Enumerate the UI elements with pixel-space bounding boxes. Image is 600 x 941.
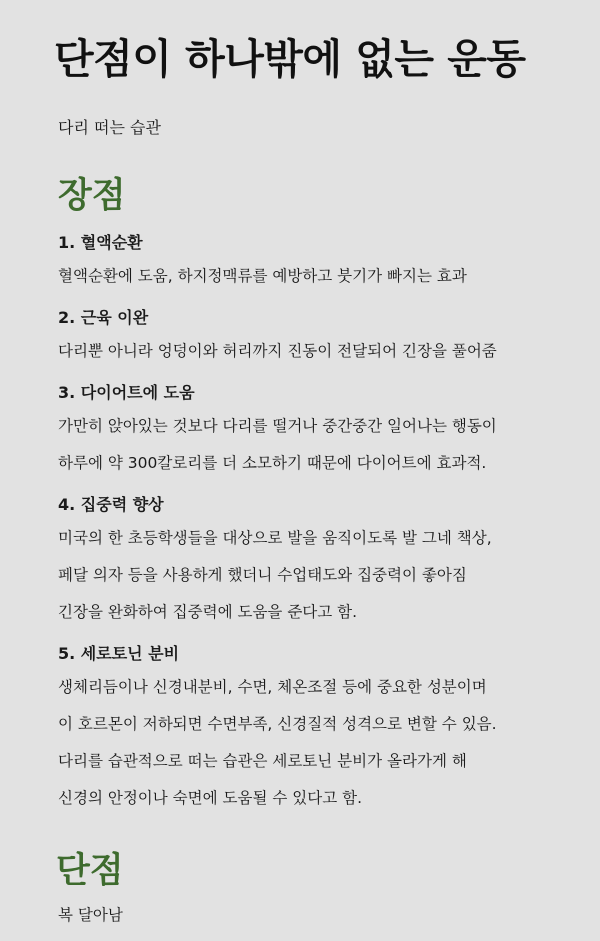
pros-item-text: 하루에 약 300칼로리를 더 소모하기 때문에 다이어트에 효과적. — [58, 454, 487, 472]
cons-heading: 단점 — [56, 851, 124, 891]
pros-heading: 장점 — [58, 176, 126, 216]
pros-item-5 — [58, 639, 570, 817]
pros-item-title: 3. 다이어트에 도움 — [58, 383, 195, 402]
pros-item-text: 신경의 안정이나 숙면에 도움될 수 있다고 함. — [58, 789, 363, 807]
pros-item-text: 다리를 습관적으로 떠는 습관은 세로토닌 분비가 올라가게 해 — [58, 752, 467, 770]
pros-item-title: 4. 집중력 향상 — [58, 495, 164, 514]
pros-item-text: 이 호르몬이 저하되면 수면부족, 신경질적 성격으로 변할 수 있음. — [58, 715, 497, 733]
pros-item-text: 생체리듬이나 신경내분비, 수면, 체온조절 등에 중요한 성분이며 — [58, 678, 487, 696]
pros-item-text: 다리뿐 아니라 엉덩이와 허리까지 진동이 전달되어 긴장을 풀어줌 — [58, 342, 497, 360]
pros-item-3 — [58, 378, 570, 482]
pros-item-4 — [58, 490, 570, 631]
pros-item-title: 5. 세로토닌 분비 — [58, 644, 180, 663]
pros-item-text: 미국의 한 초등학생들을 대상으로 발을 움직이도록 발 그네 책상, — [58, 529, 492, 547]
pros-item-text: 혈액순환에 도움, 하지정맥류를 예방하고 붓기가 빠지는 효과 — [58, 267, 467, 285]
pros-item-2 — [58, 303, 570, 370]
page-subtitle: 다리 떠는 습관 — [58, 118, 161, 137]
pros-item-title: 1. 혈액순환 — [58, 233, 143, 252]
pros-item-1 — [58, 228, 570, 295]
pros-item-title: 2. 근육 이완 — [58, 308, 149, 327]
pros-item-text: 긴장을 완화하여 집중력에 도움을 준다고 함. — [58, 603, 358, 621]
cons-text: 복 달아남 — [58, 906, 123, 924]
pros-item-text: 가만히 앉아있는 것보다 다리를 떨거나 중간중간 일어나는 행동이 — [58, 417, 497, 435]
page-title: 단점이 하나밖에 없는 운동 — [54, 35, 526, 83]
pros-item-text: 페달 의자 등을 사용하게 했더니 수업태도와 집중력이 좋아짐 — [58, 566, 467, 584]
